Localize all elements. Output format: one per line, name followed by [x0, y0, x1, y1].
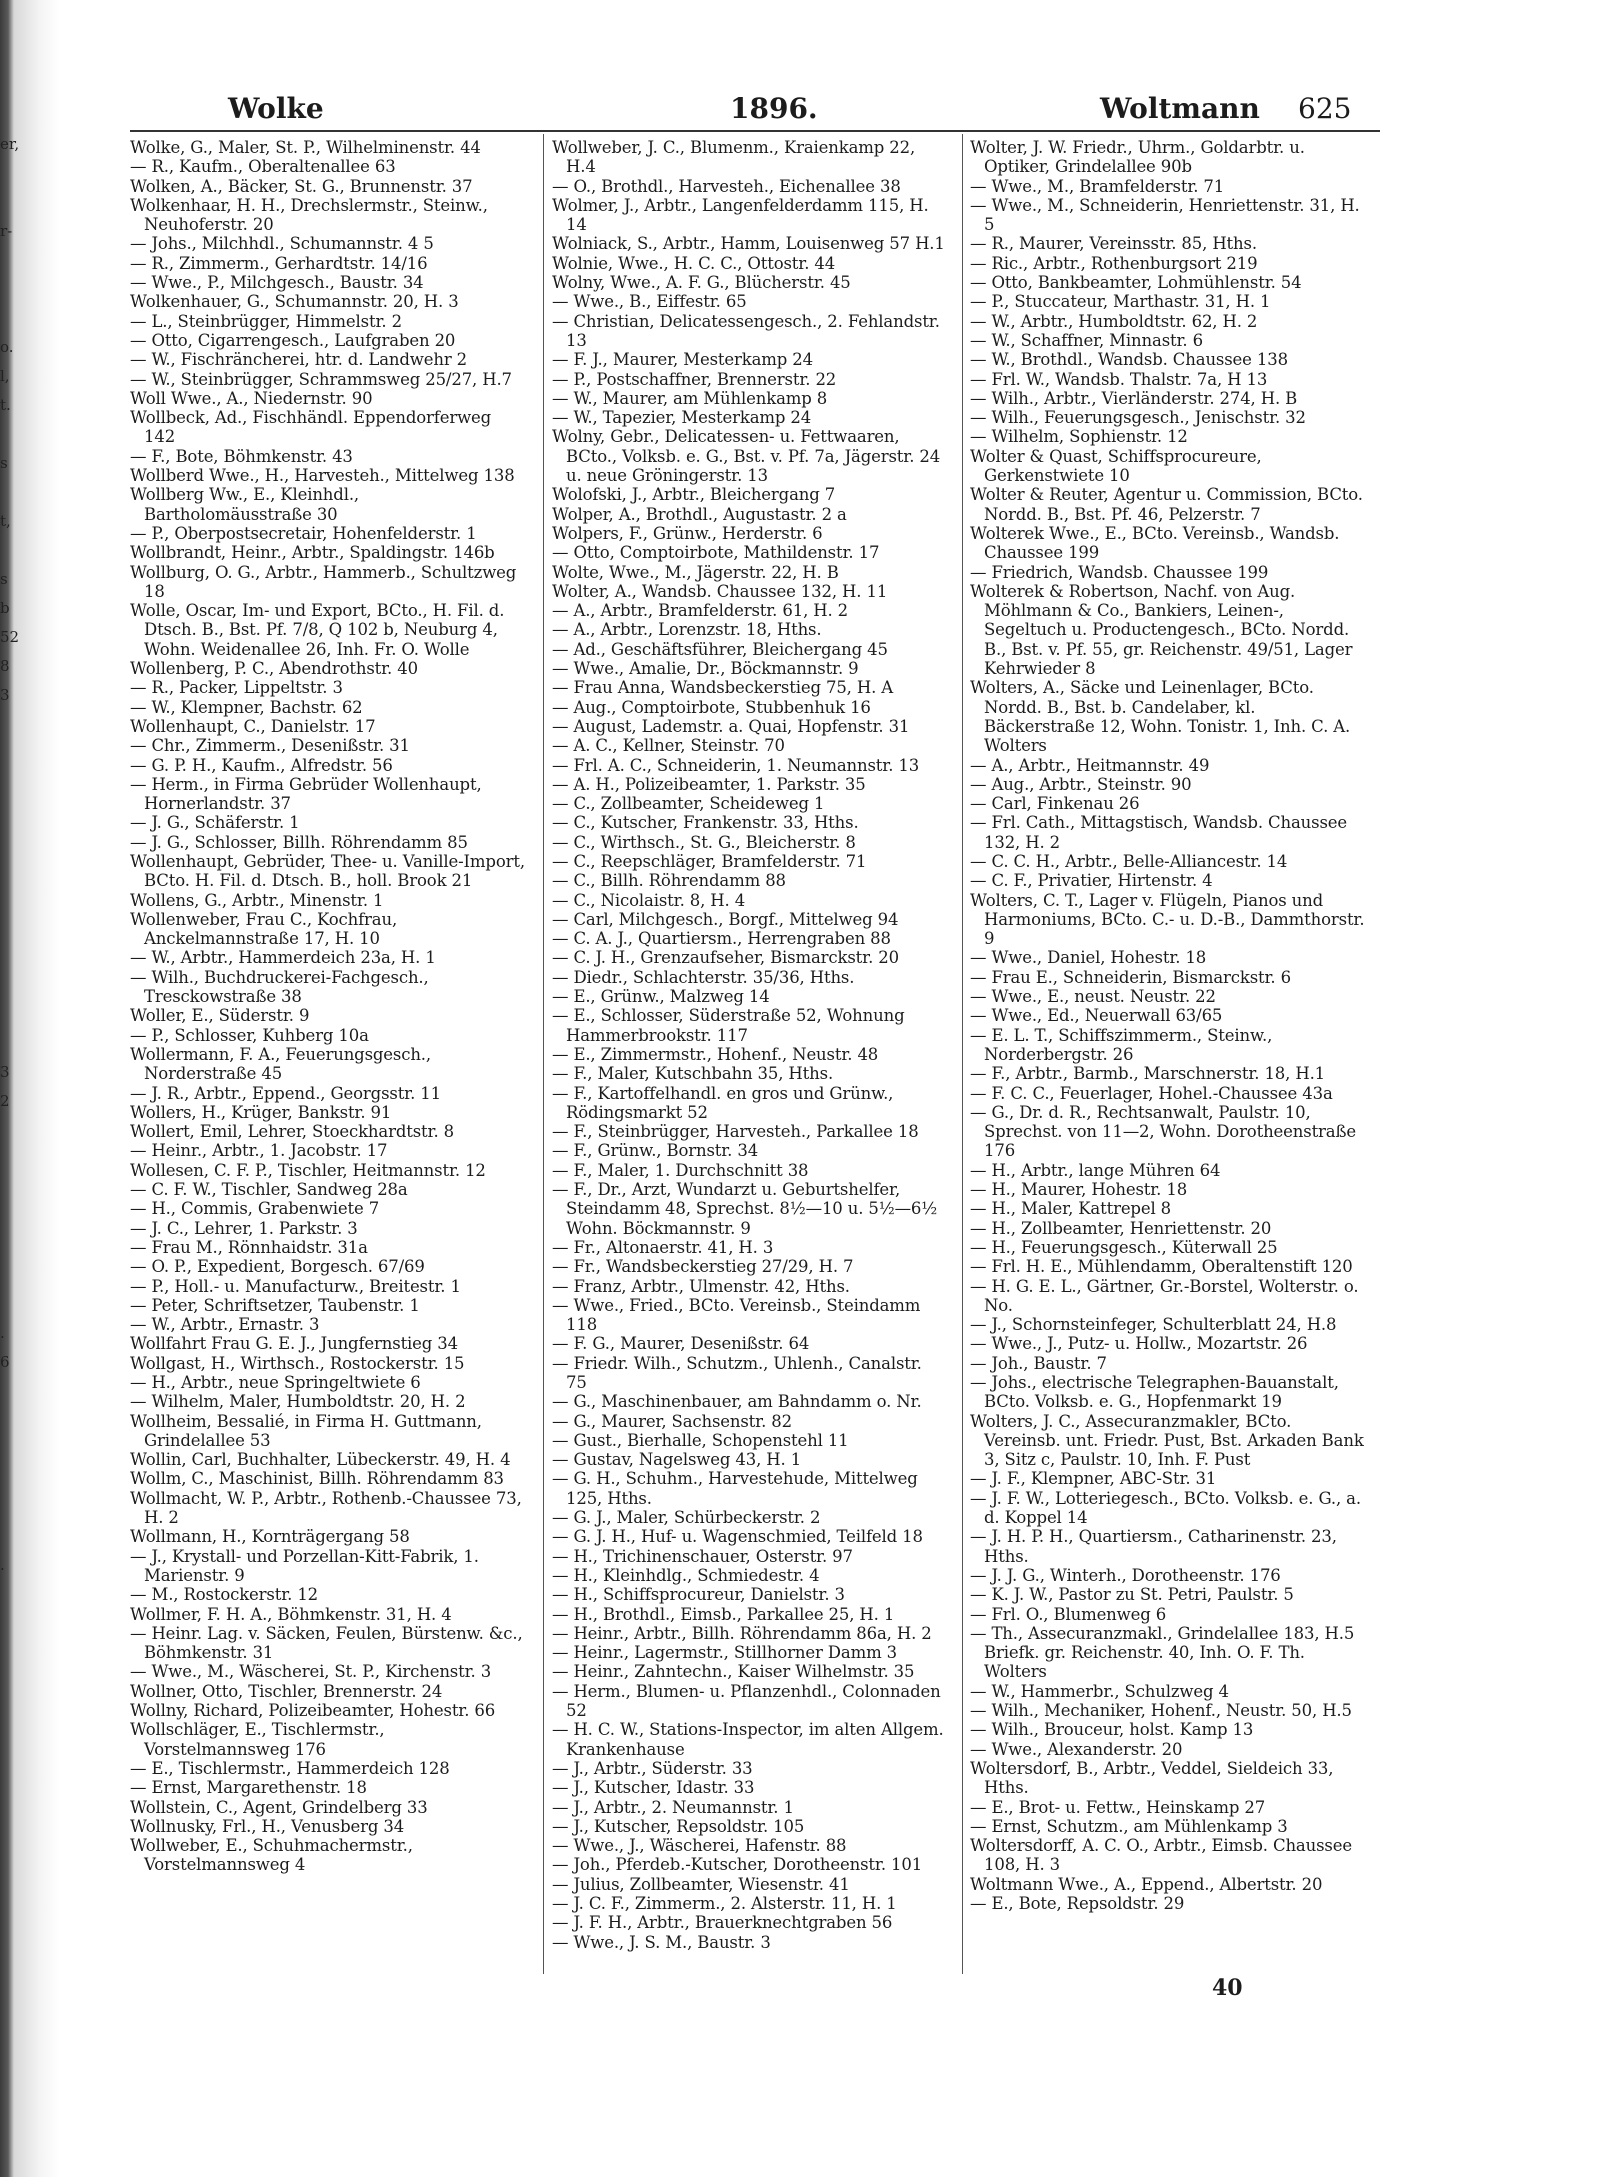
directory-entry: Wollmann, H., Kornträgergang 58	[130, 1527, 410, 1547]
directory-entry: — Fr., Wandsbeckerstieg 27/29, H. 7	[552, 1257, 854, 1277]
directory-entry: — Joh., Baustr. 7	[970, 1353, 1107, 1373]
directory-entry: — Otto, Cigarrengesch., Laufgraben 20	[130, 330, 456, 350]
margin-fragment	[0, 1464, 22, 1493]
directory-entry: — E., Brot- u. Fettw., Heinskamp 27	[970, 1797, 1266, 1817]
directory-entry: Wolters, C. T., Lager v. Flügeln, Pianos und Harmoniums, BCto. C.- u. D.-B., Dammthorstr. 9	[970, 890, 1365, 949]
directory-entry: — H., Commis, Grabenwiete 7	[130, 1199, 380, 1219]
header-year: 1896.	[730, 92, 818, 125]
directory-entry: — H. C. W., Stations-Inspector, im alten Allgem. Krankenhause	[552, 1720, 944, 1759]
directory-entry: — Wwe., Daniel, Hohestr. 18	[970, 948, 1207, 968]
directory-entry: — Julius, Zollbeamter, Wiesenstr. 41	[552, 1874, 850, 1894]
directory-entry: — W., Fischräncherei, htr. d. Landwehr 2	[130, 350, 468, 370]
directory-entry: — G., Dr. d. R., Rechtsanwalt, Paulstr. 10, Sprechst. von 11—2, Wohn. Dorotheenstraße 176	[970, 1102, 1356, 1161]
directory-entry: Wolnie, Wwe., H. C. C., Ottostr. 44	[552, 253, 836, 273]
directory-entry: — Heinr., Zahntechn., Kaiser Wilhelmstr. 35	[552, 1662, 915, 1682]
column-divider	[543, 134, 544, 1974]
margin-fragment	[0, 971, 22, 1000]
directory-entry: Wolny, Gebr., Delicatessen- u. Fettwaaren, BCto., Volksb. e. G., Bst. v. Pf. 7a, Jägerstr. 24 u. neue Gröningerstr. 13	[552, 427, 941, 486]
directory-entry: — F. G., Maurer, Desenißstr. 64	[552, 1334, 810, 1354]
margin-fragment	[0, 1377, 22, 1406]
directory-entry: — J. G., Schäferstr. 1	[130, 813, 300, 833]
directory-entry: — C., Zollbeamter, Scheideweg 1	[552, 794, 825, 814]
directory-entry: — Otto, Comptoirbote, Mathildenstr. 17	[552, 543, 880, 563]
directory-entry: — E. L. T., Schiffszimmerm., Steinw., Norderbergstr. 26	[970, 1025, 1273, 1064]
directory-entry: — Christian, Delicatessengesch., 2. Fehlandstr. 13	[552, 311, 940, 350]
directory-entry: Wollburg, O. G., Arbtr., Hammerb., Schultzweg 18	[130, 562, 517, 601]
directory-entry: — Wwe., M., Bramfelderstr. 71	[970, 176, 1225, 196]
directory-entry: Wollens, G., Arbtr., Minenstr. 1	[130, 890, 384, 910]
directory-entry: — Frl. O., Blumenweg 6	[970, 1604, 1167, 1624]
margin-fragment: s	[0, 570, 8, 588]
directory-entry: — W., Arbtr., Ernastr. 3	[130, 1315, 320, 1335]
directory-entry: — Franz, Arbtr., Ulmenstr. 42, Hths.	[552, 1276, 850, 1296]
directory-entry: — Johs., Milchhdl., Schumannstr. 4 5	[130, 234, 434, 254]
margin-fragment	[0, 1029, 22, 1058]
directory-entry: — Friedrich, Wandsb. Chaussee 199	[970, 562, 1269, 582]
directory-entry: — Carl, Finkenau 26	[970, 794, 1140, 814]
directory-entry: — Wwe., Amalie, Dr., Böckmannstr. 9	[552, 659, 859, 679]
directory-entry: — W., Klempner, Bachstr. 62	[130, 697, 363, 717]
directory-entry: Wollweber, E., Schuhmachermstr., Vorstelmannsweg 4	[130, 1836, 413, 1875]
directory-entry: Wolters, J. C., Assecuranzmakler, BCto. Vereinsb. unt. Friedr. Pust, Bst. Arkaden Bank 3, Sitz c, Paulstr. 10, Inh. F. Pust	[970, 1411, 1364, 1470]
directory-entry: — Ad., Geschäftsführer, Bleichergang 45	[552, 639, 888, 659]
directory-entry: — O., Brothdl., Harvesteh., Eichenallee 38	[552, 176, 901, 196]
directory-entry: Wollfahrt Frau G. E. J., Jungfernstieg 34	[130, 1334, 458, 1354]
directory-entry: — E., Zimmermstr., Hohenf., Neustr. 48	[552, 1044, 879, 1064]
margin-fragment: 6	[0, 1353, 10, 1371]
margin-fragment	[0, 304, 22, 333]
directory-entry: — P., Holl.- u. Manufacturw., Breitestr. 1	[130, 1276, 461, 1296]
directory-entry: — J. C. F., Zimmerm., 2. Alsterstr. 11, H. 1	[552, 1894, 897, 1914]
directory-entry: — Joh., Pferdeb.-Kutscher, Dorotheenstr. 101	[552, 1855, 923, 1875]
page-number: 625	[1298, 92, 1352, 125]
directory-entry: — C. F., Privatier, Hirtenstr. 4	[970, 871, 1213, 891]
directory-entry: Wollweber, J. C., Blumenm., Kraienkamp 22, H.4	[552, 138, 916, 177]
directory-entry: Wollberd Wwe., H., Harvesteh., Mittelweg 138	[130, 466, 515, 486]
directory-entry: Wollny, Richard, Polizeibeamter, Hohestr. 66	[130, 1701, 496, 1721]
directory-entry: — Carl, Milchgesch., Borgf., Mittelweg 94	[552, 909, 899, 929]
directory-entry: — L., Steinbrügger, Himmelstr. 2	[130, 311, 402, 331]
directory-entry: — F., Bote, Böhmkenstr. 43	[130, 446, 353, 466]
directory-entry: Wollenweber, Frau C., Kochfrau, Anckelmannstraße 17, H. 10	[130, 909, 398, 949]
directory-entry: — J. F. W., Lotteriegesch., BCto. Volksb. e. G., a. d. Koppel 14	[970, 1488, 1361, 1528]
directory-entry: Wolterek & Robertson, Nachf. von Aug. Möhlmann & Co., Bankiers, Leinen-, Segeltuch u. Productengesch., BCto. Nordd. B., Bst. v. Pf. 55, gr. Reichenstr. 49/51, Lager Kehrwieder 8	[970, 581, 1353, 679]
margin-fragment	[0, 1609, 22, 1638]
directory-entry: Wolny, Wwe., A. F. G., Blücherstr. 45	[552, 273, 851, 293]
directory-entry: — G. P. H., Kaufm., Alfredstr. 56	[130, 755, 393, 775]
directory-entry: — C., Reepschläger, Bramfelderstr. 71	[552, 851, 867, 871]
directory-entry: — Johs., electrische Telegraphen-Bauanstalt, BCto. Volksb. e. G., Hopfenmarkt 19	[970, 1373, 1339, 1412]
directory-entry: — M., Rostockerstr. 12	[130, 1585, 319, 1605]
directory-entry: — J. J. G., Winterh., Dorotheenstr. 176	[970, 1565, 1281, 1585]
directory-entry: Woll Wwe., A., Niedernstr. 90	[130, 388, 373, 408]
margin-fragment	[0, 855, 22, 884]
directory-entry: — J., Kutscher, Repsoldstr. 105	[552, 1816, 805, 1836]
directory-entry: — H., Arbtr., lange Mühren 64	[970, 1160, 1221, 1180]
margin-fragment	[0, 1638, 22, 1667]
directory-entry: Wollschläger, E., Tischlermstr., Vorstelmannsweg 176	[130, 1720, 385, 1759]
directory-entry: — W., Tapezier, Mesterkamp 24	[552, 408, 812, 428]
directory-entry: — F., Maler, 1. Durchschnitt 38	[552, 1160, 809, 1180]
directory-entry: Woller, E., Süderstr. 9	[130, 1006, 310, 1026]
directory-entry: — Wwe., P., Milchgesch., Baustr. 34	[130, 273, 424, 293]
directory-entry: Wollermann, F. A., Feuerungsgesch., Norderstraße 45	[130, 1044, 431, 1084]
directory-entry: — Th., Assecuranzmakl., Grindelallee 183, H.5 Briefk. gr. Reichenstr. 40, Inh. O. F. Th. Wolters	[970, 1623, 1355, 1682]
directory-entry: — Ric., Arbtr., Rothenburgsort 219	[970, 253, 1258, 273]
directory-entry: — Wwe., Fried., BCto. Vereinsb., Steindamm 118	[552, 1295, 921, 1335]
directory-entry: — Friedr. Wilh., Schutzm., Uhlenh., Canalstr. 75	[552, 1353, 922, 1392]
directory-entry: — H., Feuerungsgesch., Küterwall 25	[970, 1237, 1278, 1257]
directory-entry: — Ernst, Schutzm., am Mühlenkamp 3	[970, 1816, 1288, 1836]
directory-entry: — J., Krystall- und Porzellan-Kitt-Fabrik, 1. Marienstr. 9	[130, 1546, 479, 1585]
directory-entry: — W., Steinbrügger, Schrammsweg 25/27, H.7	[130, 369, 512, 389]
directory-entry: — Herm., in Firma Gebrüder Wollenhaupt, Hornerlandstr. 37	[130, 774, 482, 814]
directory-entry: — Diedr., Schlachterstr. 35/36, Hths.	[552, 967, 855, 987]
directory-entry: — G. H., Schuhm., Harvestehude, Mittelweg 125, Hths.	[552, 1469, 918, 1508]
margin-fragment	[0, 1232, 22, 1261]
directory-entry: — G. J. H., Huf- u. Wagenschmied, Teilfeld 18	[552, 1527, 923, 1547]
directory-entry: Wolniack, S., Arbtr., Hamm, Louisenweg 57 H.1	[552, 234, 945, 254]
margin-fragment	[0, 188, 22, 217]
margin-fragment	[0, 1435, 22, 1464]
margin-fragment	[0, 797, 22, 826]
directory-entry: — Frau Anna, Wandsbeckerstieg 75, H. A	[552, 678, 894, 698]
directory-entry: Woltmann Wwe., A., Eppend., Albertstr. 20	[970, 1874, 1323, 1894]
directory-entry: — J., Schornsteinfeger, Schulterblatt 24, H.8	[970, 1315, 1337, 1335]
directory-entry: — H., Arbtr., neue Springeltwiete 6	[130, 1373, 421, 1392]
directory-entry: Wollbrandt, Heinr., Arbtr., Spaldingstr. 146b	[130, 543, 495, 563]
directory-entry: Wolpers, F., Grünw., Herderstr. 6	[552, 523, 823, 543]
column-divider	[962, 134, 963, 1974]
directory-entry: — G., Maschinenbauer, am Bahndamm o. Nr.	[552, 1392, 922, 1412]
directory-entry: — Frl. W., Wandsb. Thalstr. 7a, H 13	[970, 369, 1268, 389]
directory-column-2	[552, 138, 947, 1952]
header-right-keyword: Woltmann	[1100, 92, 1260, 125]
directory-entry: — A. H., Polizeibeamter, 1. Parkstr. 35	[552, 774, 866, 794]
directory-entry: — Wilh., Feuerungsgesch., Jenischstr. 32	[970, 408, 1306, 428]
directory-entry: — Chr., Zimmerm., Desenißstr. 31	[130, 736, 410, 756]
directory-entry: Wolters, A., Säcke und Leinenlager, BCto. Nordd. B., Bst. b. Candelaber, kl. Bäckerstraße 12, Wohn. Tonistr. 1, Inh. C. A. Wolters	[970, 678, 1351, 756]
directory-entry: — C. J. H., Grenzaufseher, Bismarckstr. 20	[552, 948, 899, 968]
directory-entry: — Heinr., Arbtr., Billh. Röhrendamm 86a, H. 2	[552, 1623, 932, 1643]
margin-fragment	[0, 536, 22, 565]
directory-entry: Wollmacht, W. P., Arbtr., Rothenb.-Chaussee 73, H. 2	[130, 1488, 522, 1528]
directory-entry: — G. J., Maler, Schürbeckerstr. 2	[552, 1508, 821, 1528]
directory-entry: — J. G., Schlosser, Billh. Röhrendamm 85	[130, 832, 468, 852]
margin-fragment	[0, 1493, 22, 1522]
margin-fragment: er,	[0, 135, 20, 153]
margin-fragment	[0, 826, 22, 855]
directory-column-1	[130, 138, 525, 1875]
directory-entry: — Herm., Blumen- u. Pflanzenhdl., Colonnaden 52	[552, 1681, 941, 1721]
margin-fragment	[0, 420, 22, 449]
directory-entry: — Wwe., J. S. M., Baustr. 3	[552, 1932, 771, 1952]
directory-entry: — Frau M., Rönnhaidstr. 31a	[130, 1237, 368, 1257]
directory-entry: Wollbeck, Ad., Fischhändl. Eppendorferweg 142	[130, 408, 492, 447]
directory-entry: — W., Maurer, am Mühlenkamp 8	[552, 388, 828, 408]
directory-entry: — H., Zollbeamter, Henriettenstr. 20	[970, 1218, 1272, 1238]
margin-fragment: l,	[0, 367, 10, 385]
directory-entry: — C. C. H., Arbtr., Belle-Alliancestr. 14	[970, 851, 1288, 871]
directory-entry: — H., Trichinenschauer, Osterstr. 97	[552, 1546, 853, 1566]
margin-fragment	[0, 884, 22, 913]
directory-entry: — F., Steinbrügger, Harvesteh., Parkallee 18	[552, 1122, 919, 1142]
directory-entry: Wolken, A., Bäcker, St. G., Brunnenstr. 37	[130, 176, 473, 196]
directory-entry: — R., Maurer, Vereinsstr. 85, Hths.	[970, 234, 1257, 254]
directory-entry: — Wwe., J., Wäscherei, Hafenstr. 88	[552, 1836, 847, 1856]
margin-fragment	[0, 913, 22, 942]
margin-fragment: r-	[0, 222, 13, 240]
directory-entry: — Otto, Bankbeamter, Lohmühlenstr. 54	[970, 273, 1302, 293]
directory-entry: — A., Arbtr., Lorenzstr. 18, Hths.	[552, 620, 822, 640]
margin-fragment	[0, 739, 22, 768]
header-left-keyword: Wolke	[228, 92, 324, 125]
directory-column-3	[970, 138, 1365, 1913]
directory-entry: — Wwe., M., Schneiderin, Henriettenstr. 31, H. 5	[970, 195, 1360, 235]
directory-entry: Wollers, H., Krüger, Bankstr. 91	[130, 1102, 392, 1122]
directory-entry: — J. H. P. H., Quartiersm., Catharinenstr. 23, Hths.	[970, 1527, 1337, 1566]
directory-entry: — F., Dr., Arzt, Wundarzt u. Geburtshelfer, Steindamm 48, Sprechst. 8½—10 u. 5½—6½ Wohn. Böckmannstr. 9	[552, 1180, 938, 1238]
margin-fragment: .	[0, 1324, 5, 1342]
directory-entry: — Heinr., Lagermstr., Stillhorner Damm 3	[552, 1643, 898, 1663]
directory-entry: Wolmer, J., Arbtr., Langenfelderdamm 115, H. 14	[552, 195, 929, 235]
directory-entry: — C. F. W., Tischler, Sandweg 28a	[130, 1180, 408, 1200]
directory-entry: — W., Schaffner, Minnastr. 6	[970, 330, 1203, 350]
margin-fragment	[0, 1203, 22, 1232]
margin-fragment	[0, 1174, 22, 1203]
directory-entry: — Wwe., M., Wäscherei, St. P., Kirchenstr. 3	[130, 1662, 492, 1682]
directory-entry: — F., Maler, Kutschbahn 35, Hths.	[552, 1064, 834, 1084]
directory-entry: — H., Brothdl., Eimsb., Parkallee 25, H. 1	[552, 1604, 895, 1624]
directory-entry: Wollenberg, P. C., Abendrothstr. 40	[130, 659, 418, 679]
directory-entry: — Wwe., B., Eiffestr. 65	[552, 292, 747, 312]
directory-entry: — A., Arbtr., Bramfelderstr. 61, H. 2	[552, 601, 849, 621]
directory-entry: — Wwe., Alexanderstr. 20	[970, 1739, 1183, 1759]
margin-fragment: 52	[0, 628, 20, 646]
margin-fragment: .	[0, 1556, 5, 1574]
directory-entry: Woltersdorff, A. C. O., Arbtr., Eimsb. Chaussee 108, H. 3	[970, 1836, 1352, 1875]
directory-entry: — W., Arbtr., Humboldtstr. 62, H. 2	[970, 311, 1258, 331]
directory-entry: Wollert, Emil, Lehrer, Stoeckhardtstr. 8	[130, 1122, 454, 1142]
directory-entry: — Wilh., Arbtr., Vierländerstr. 274, H. B	[970, 388, 1298, 408]
directory-entry: Wollesen, C. F. P., Tischler, Heitmannstr. 12	[130, 1160, 486, 1180]
directory-entry: Wollin, Carl, Buchhalter, Lübeckerstr. 49, H. 4	[130, 1450, 511, 1470]
directory-entry: Wolkenhauer, G., Schumannstr. 20, H. 3	[130, 292, 459, 312]
directory-entry: — P., Oberpostsecretair, Hohenfelderstr. 1	[130, 523, 477, 543]
directory-entry: — E., Grünw., Malzweg 14	[552, 987, 770, 1007]
directory-entry: Wollnusky, Frl., H., Venusberg 34	[130, 1816, 405, 1836]
directory-entry: — Wilhelm, Sophienstr. 12	[970, 427, 1188, 447]
margin-fragment: t.	[0, 396, 11, 414]
directory-entry: — J., Arbtr., Süderstr. 33	[552, 1758, 753, 1778]
directory-entry: — Wilh., Brouceur, holst. Kamp 13	[970, 1720, 1254, 1740]
directory-entry: — Gust., Bierhalle, Schopenstehl 11	[552, 1430, 849, 1450]
directory-entry: — H., Schiffsprocureur, Danielstr. 3	[552, 1585, 845, 1605]
directory-entry: — Wilh., Buchdruckerei-Fachgesch., Tresckowstraße 38	[130, 967, 429, 1007]
directory-entry: Wolofski, J., Arbtr., Bleichergang 7	[552, 485, 836, 505]
margin-fragment	[0, 246, 22, 275]
margin-fragment	[0, 159, 22, 188]
directory-entry: — C. A. J., Quartiersm., Herrengraben 88	[552, 929, 891, 949]
directory-entry: — J. F. H., Arbtr., Brauerknechtgraben 56	[552, 1913, 893, 1933]
directory-entry: — F., Kartoffelhandl. en gros und Grünw., Rödingsmarkt 52	[552, 1083, 894, 1122]
directory-entry: Wollenhaupt, Gebrüder, Thee- u. Vanille-Import, BCto. H. Fil. d. Dtsch. B., holl. Brook 21	[130, 851, 525, 891]
margin-fragment: b	[0, 599, 10, 617]
directory-entry: — Aug., Comptoirbote, Stubbenhuk 16	[552, 697, 871, 717]
margin-fragment: t,	[0, 512, 11, 530]
sheet-signature: 40	[1212, 1975, 1243, 2001]
directory-entry: Wolle, Oscar, Im- und Export, BCto., H. Fil. d. Dtsch. B., Bst. Pf. 7/8, Q 102 b, Neuburg 4, Wohn. Weidenallee 26, Inh. Fr. O. Wolle	[130, 601, 505, 659]
directory-entry: — Heinr. Lag. v. Säcken, Feulen, Bürstenw. &c., Böhmkenstr. 31	[130, 1623, 523, 1663]
directory-entry: — R., Kaufm., Oberaltenallee 63	[130, 157, 396, 177]
margin-fragment	[0, 1116, 22, 1145]
margin-fragment	[0, 275, 22, 304]
directory-entry: Wollgast, H., Wirthsch., Rostockerstr. 15	[130, 1353, 465, 1373]
directory-entry: — A., Arbtr., Heitmannstr. 49	[970, 755, 1210, 775]
header-rule	[130, 130, 1380, 132]
directory-entry: — H., Maurer, Hohestr. 18	[970, 1180, 1188, 1200]
directory-entry: — C., Wirthsch., St. G., Bleicherstr. 8	[552, 832, 856, 852]
margin-fragment	[0, 1580, 22, 1609]
directory-entry: — O. P., Expedient, Borgesch. 67/69	[130, 1257, 425, 1277]
directory-entry: — J. C., Lehrer, 1. Parkstr. 3	[130, 1218, 358, 1238]
directory-entry: — J. F., Klempner, ABC-Str. 31	[970, 1469, 1217, 1489]
directory-entry: Wollm, C., Maschinist, Billh. Röhrendamm 83	[130, 1469, 504, 1489]
margin-fragment	[0, 1406, 22, 1435]
directory-entry: — Frl. Cath., Mittagstisch, Wandsb. Chaussee 132, H. 2	[970, 813, 1347, 852]
directory-entry: — Heinr., Arbtr., 1. Jacobstr. 17	[130, 1141, 388, 1161]
directory-entry: — H., Kleinhdlg., Schmiedestr. 4	[552, 1565, 820, 1585]
directory-entry: Wolter, J. W. Friedr., Uhrm., Goldarbtr. u. Optiker, Grindelallee 90b	[970, 138, 1305, 177]
margin-fragment	[0, 768, 22, 797]
directory-entry: — K. J. W., Pastor zu St. Petri, Paulstr. 5	[970, 1585, 1294, 1605]
margin-fragment	[0, 1522, 22, 1551]
directory-entry: — R., Zimmerm., Gerhardtstr. 14/16	[130, 253, 428, 273]
directory-entry: — E., Schlosser, Süderstraße 52, Wohnung Hammerbrookstr. 117	[552, 1006, 905, 1045]
directory-entry: — P., Schlosser, Kuhberg 10a	[130, 1025, 369, 1045]
directory-entry: — August, Lademstr. a. Quai, Hopfenstr. 31	[552, 716, 910, 736]
directory-entry: — Wilh., Mechaniker, Hohenf., Neustr. 50, H.5	[970, 1701, 1352, 1721]
directory-entry: — Fr., Altonaerstr. 41, H. 3	[552, 1237, 774, 1257]
margin-fragment	[0, 710, 22, 739]
directory-entry: — H. G. E. L., Gärtner, Gr.-Borstel, Wolterstr. o. No.	[970, 1276, 1359, 1315]
directory-entry: — W., Brothdl., Wandsb. Chaussee 138	[970, 350, 1288, 370]
directory-entry: Wolte, Wwe., M., Jägerstr. 22, H. B	[552, 562, 839, 582]
margin-fragment	[0, 1000, 22, 1029]
directory-entry: Wollstein, C., Agent, Grindelberg 33	[130, 1797, 428, 1817]
directory-entry: — J. R., Arbtr., Eppend., Georgsstr. 11	[130, 1083, 441, 1103]
directory-entry: — C., Nicolaistr. 8, H. 4	[552, 890, 746, 910]
directory-entry: Wollenhaupt, C., Danielstr. 17	[130, 716, 376, 736]
margin-fragment	[0, 1261, 22, 1290]
margin-fragment: 8	[0, 657, 10, 675]
directory-entry: Wollberg Ww., E., Kleinhdl., Bartholomäusstraße 30	[130, 485, 360, 524]
directory-entry: Wolkenhaar, H. H., Drechslermstr., Steinw., Neuhoferstr. 20	[130, 195, 488, 235]
directory-entry: — F., Grünw., Bornstr. 34	[552, 1141, 759, 1161]
directory-entry: — W., Hammerbr., Schulzweg 4	[970, 1681, 1229, 1701]
directory-entry: — F. C. C., Feuerlager, Hohel.-Chaussee 43a	[970, 1083, 1333, 1103]
directory-entry: — Aug., Arbtr., Steinstr. 90	[970, 774, 1192, 794]
directory-entry: — Wwe., E., neust. Neustr. 22	[970, 987, 1216, 1007]
directory-entry: Wollmer, F. H. A., Böhmkenstr. 31, H. 4	[130, 1604, 452, 1624]
directory-entry: — Wilhelm, Maler, Humboldtstr. 20, H. 2	[130, 1392, 466, 1412]
margin-fragment: 3	[0, 686, 10, 704]
directory-entry: — C., Kutscher, Frankenstr. 33, Hths.	[552, 813, 859, 833]
directory-entry: — Frl. A. C., Schneiderin, 1. Neumannstr. 13	[552, 755, 920, 775]
directory-entry: Wolter, A., Wandsb. Chaussee 132, H. 11	[552, 581, 888, 601]
directory-entry: — H., Maler, Kattrepel 8	[970, 1199, 1172, 1219]
margin-fragment	[0, 942, 22, 971]
directory-entry: — Frau E., Schneiderin, Bismarckstr. 6	[970, 967, 1291, 987]
directory-entry: — Peter, Schriftsetzer, Taubenstr. 1	[130, 1295, 420, 1315]
directory-entry: — F., Arbtr., Barmb., Marschnerstr. 18, H.1	[970, 1064, 1326, 1084]
directory-entry: — F. J., Maurer, Mesterkamp 24	[552, 350, 813, 370]
directory-entry: Wolterek Wwe., E., BCto. Vereinsb., Wandsb. Chaussee 199	[970, 523, 1340, 563]
directory-entry: — P., Stuccateur, Marthastr. 31, H. 1	[970, 292, 1271, 312]
margin-fragment: s	[0, 454, 8, 472]
directory-entry: — A. C., Kellner, Steinstr. 70	[552, 736, 785, 756]
directory-entry: Wollheim, Bessalié, in Firma H. Guttmann, Grindelallee 53	[130, 1411, 482, 1450]
margin-fragment: 2	[0, 1092, 10, 1110]
directory-entry: Woltersdorf, B., Arbtr., Veddel, Sieldeich 33, Hths.	[970, 1758, 1334, 1798]
margin-fragments	[0, 130, 22, 1667]
directory-entry: — W., Arbtr., Hammerdeich 23a, H. 1	[130, 948, 436, 968]
directory-entry: — Wwe., J., Putz- u. Hollw., Mozartstr. 26	[970, 1334, 1308, 1354]
margin-fragment: o.	[0, 338, 14, 356]
directory-entry: Wolper, A., Brothdl., Augustastr. 2 a	[552, 504, 847, 524]
directory-entry: Wollner, Otto, Tischler, Brennerstr. 24	[130, 1681, 443, 1701]
directory-entry: — E., Bote, Repsoldstr. 29	[970, 1894, 1185, 1914]
directory-entry: — Ernst, Margarethenstr. 18	[130, 1778, 367, 1798]
directory-entry: Wolter & Reuter, Agentur u. Commission, BCto. Nordd. B., Bst. Pf. 46, Pelzerstr. 7	[970, 485, 1363, 524]
margin-fragment	[0, 1145, 22, 1174]
directory-entry: — Gustav, Nagelsweg 43, H. 1	[552, 1450, 802, 1470]
directory-entry: Wolke, G., Maler, St. P., Wilhelminenstr. 44	[130, 138, 481, 157]
margin-fragment	[0, 478, 22, 507]
margin-fragment	[0, 1290, 22, 1319]
margin-fragment: 3	[0, 1063, 10, 1081]
directory-entry: — R., Packer, Lippeltstr. 3	[130, 678, 343, 698]
directory-entry: Wolter & Quast, Schiffsprocureure, Gerkenstwiete 10	[970, 446, 1262, 486]
directory-entry: — C., Billh. Röhrendamm 88	[552, 871, 786, 891]
directory-entry: — J., Kutscher, Idastr. 33	[552, 1778, 755, 1798]
directory-entry: — E., Tischlermstr., Hammerdeich 128	[130, 1758, 450, 1778]
directory-entry: — J., Arbtr., 2. Neumannstr. 1	[552, 1797, 794, 1817]
directory-entry: — Wwe., Ed., Neuerwall 63/65	[970, 1006, 1223, 1026]
directory-entry: — P., Postschaffner, Brennerstr. 22	[552, 369, 837, 389]
directory-entry: — Frl. H. E., Mühlendamm, Oberaltenstift 120	[970, 1257, 1353, 1277]
directory-entry: — G., Maurer, Sachsenstr. 82	[552, 1411, 792, 1431]
